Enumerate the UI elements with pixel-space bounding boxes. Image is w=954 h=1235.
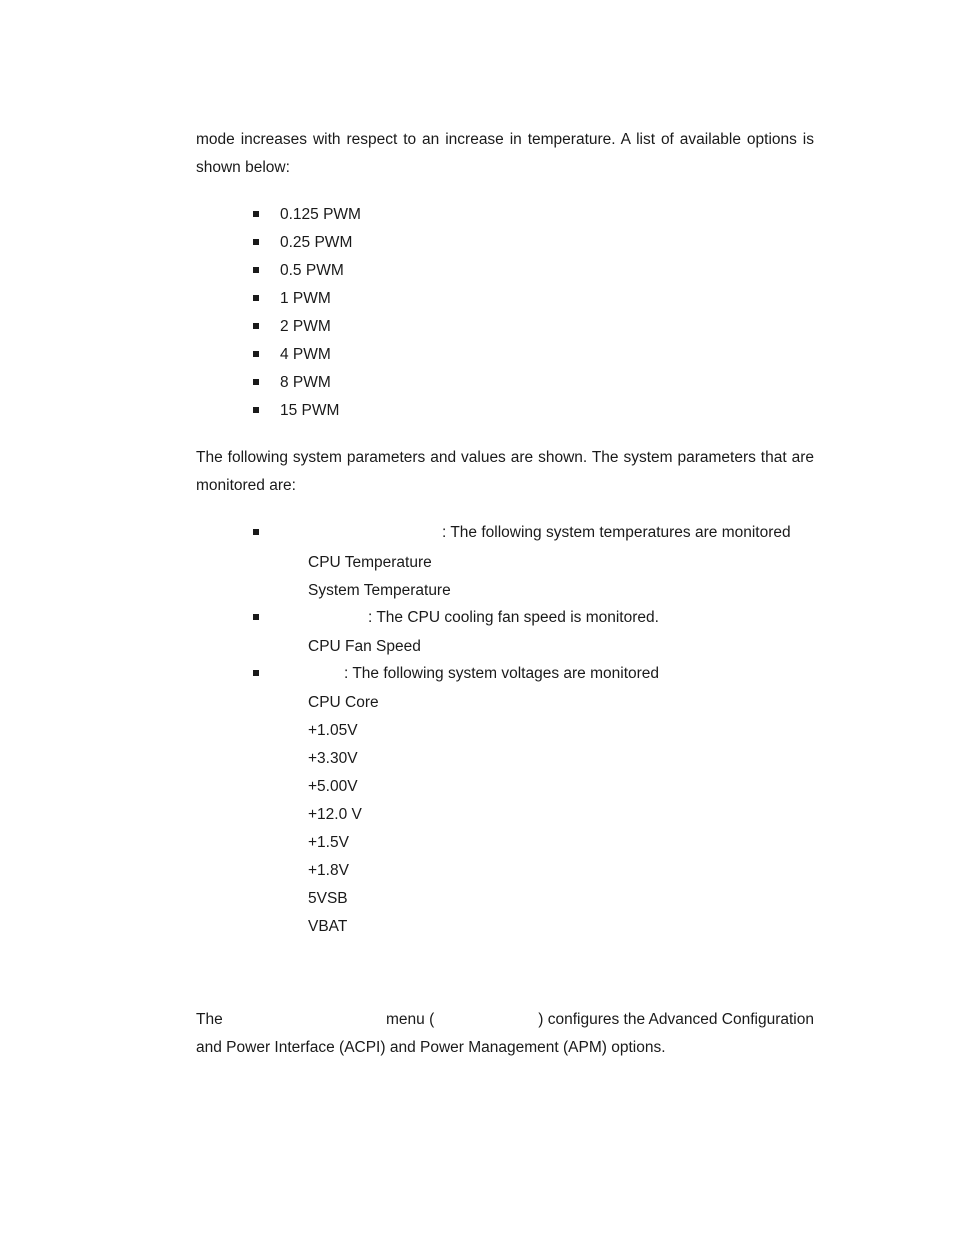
bullet-icon	[253, 407, 259, 413]
params-intro-line-2: monitored are:	[196, 477, 296, 494]
list-item: VBAT	[308, 918, 348, 935]
list-item: CPU Fan Speed	[308, 638, 421, 655]
intro-line-1: mode increases with respect to an increase in temperature. A list of available options is	[196, 131, 814, 148]
bullet-icon	[253, 323, 259, 329]
voltages-description: : The following system voltages are monitored	[344, 665, 660, 682]
acpi-line-2: and Power Interface (ACPI) and Power Management (APM) options.	[196, 1039, 666, 1056]
acpi-line-1-rest: ) configures the Advanced Configuration	[538, 1011, 814, 1028]
list-item: 0.25 PWM	[280, 234, 353, 251]
list-item: 0.125 PWM	[280, 206, 361, 223]
list-item: +1.05V	[308, 722, 358, 739]
bullet-icon	[253, 351, 259, 357]
bullet-icon	[253, 529, 259, 535]
list-item: CPU Core	[308, 694, 379, 711]
list-item: 2 PWM	[280, 318, 331, 335]
list-item: +5.00V	[308, 778, 358, 795]
temperatures-description: : The following system temperatures are monitored	[442, 524, 791, 541]
bullet-icon	[253, 614, 259, 620]
intro-line-2: shown below:	[196, 159, 290, 176]
list-item: 5VSB	[308, 890, 348, 907]
list-item: 1 PWM	[280, 290, 331, 307]
list-item: 8 PWM	[280, 374, 331, 391]
acpi-line-1-menu: menu (	[386, 1011, 435, 1028]
bullet-icon	[253, 267, 259, 273]
list-item: 15 PWM	[280, 402, 340, 419]
list-item: +1.5V	[308, 834, 349, 851]
list-item: CPU Temperature	[308, 554, 432, 571]
list-item: 4 PWM	[280, 346, 331, 363]
list-item: +1.8V	[308, 862, 349, 879]
bullet-icon	[253, 239, 259, 245]
list-item: +3.30V	[308, 750, 358, 767]
params-intro-line-1: The following system parameters and values are shown. The system parameters that are	[196, 449, 814, 466]
bullet-icon	[253, 379, 259, 385]
list-item: +12.0 V	[308, 806, 362, 823]
acpi-line-1-the: The	[196, 1011, 223, 1028]
fan-description: : The CPU cooling fan speed is monitored.	[368, 609, 659, 626]
bullet-icon	[253, 211, 259, 217]
list-item: System Temperature	[308, 582, 451, 599]
bullet-icon	[253, 670, 259, 676]
bullet-icon	[253, 295, 259, 301]
list-item: 0.5 PWM	[280, 262, 344, 279]
